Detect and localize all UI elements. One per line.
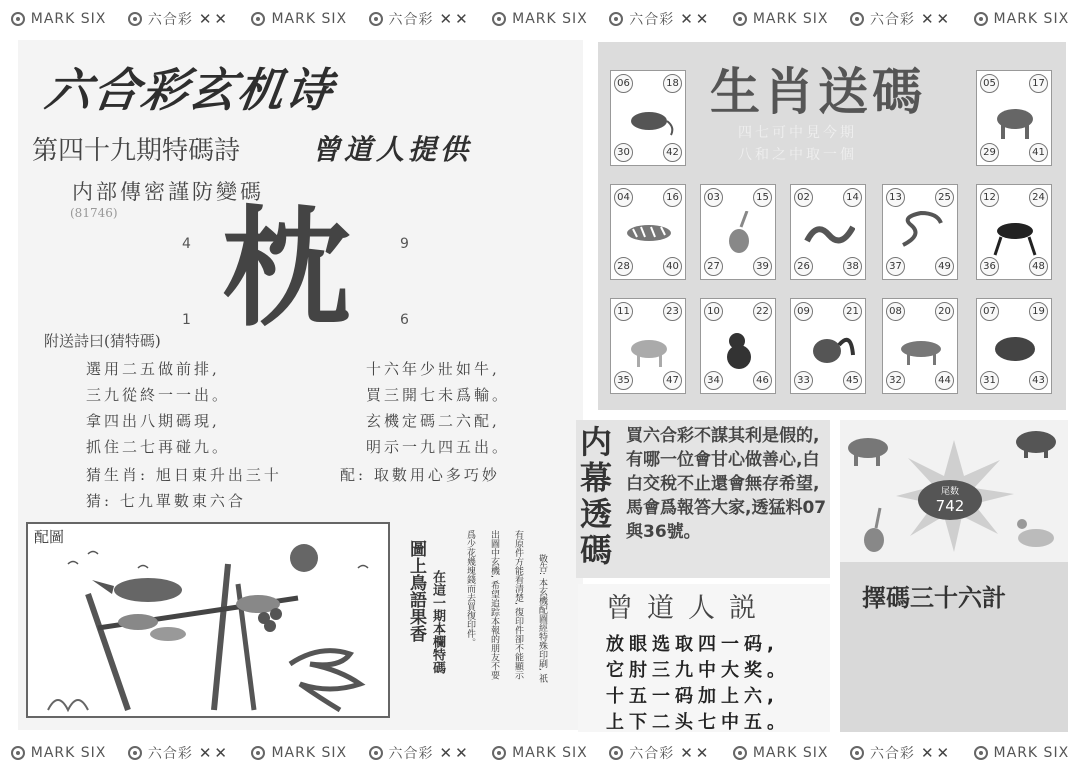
zodiac-number: 36 — [980, 257, 999, 276]
cross-ornament-icon: ✕✕ — [680, 10, 712, 28]
zodiac-number: 14 — [843, 188, 862, 207]
notice-column: 有原件方能看清楚, 復印件卻不能顯示 — [513, 530, 523, 680]
zodiac-number: 02 — [794, 188, 813, 207]
corner-number-top-left: 4 — [182, 236, 191, 252]
cross-ornament-icon: ✕✕ — [439, 744, 471, 762]
banner-unit — [11, 11, 107, 27]
saying-line: 十五一码加上六, — [606, 686, 779, 707]
zodiac-card-monkey — [700, 298, 776, 394]
zodiac-number: 46 — [753, 371, 772, 390]
inside-tip-title: 内幕透碼 — [580, 423, 613, 569]
zodiac-number: 34 — [704, 371, 723, 390]
banner-text: MARK SIX — [30, 745, 107, 761]
banner-text: MARK SIX — [271, 11, 348, 27]
zodiac-card-tiger — [610, 184, 686, 280]
banner-unit — [974, 11, 1070, 27]
banner-text: MARK SIX — [752, 11, 829, 27]
zodiac-subtitle: 八和之中取一個 — [738, 147, 857, 163]
zodiac-number: 31 — [980, 371, 999, 390]
cross-ornament-icon: ✕✕ — [198, 10, 230, 28]
zodiac-number: 13 — [886, 188, 905, 207]
zodiac-card-horse — [976, 184, 1052, 280]
zodiac-number: 23 — [663, 302, 682, 321]
cross-ornament-icon: ✕✕ — [920, 744, 953, 762]
ox-icon — [989, 97, 1041, 143]
zodiac-number: 04 — [614, 188, 633, 207]
inside-tip-text: 買六合彩不謀其利是假的,有哪一位會甘心做善心,白白交稅不止還會無存希望,馬會爲報答大家,透猛料07與36號。 — [626, 426, 827, 542]
zodiac-number: 38 — [843, 257, 862, 276]
mark-six-logo-icon — [850, 746, 864, 760]
banner-unit — [850, 743, 952, 763]
tail-number-value: 742 — [935, 497, 965, 515]
zodiac-subtitle: 四七可中見今期 — [738, 125, 857, 141]
zodiac-number: 07 — [980, 302, 999, 321]
corner-number-bottom-left: 1 — [182, 312, 191, 328]
horse-icon — [989, 211, 1041, 257]
tail-number-badge — [918, 480, 982, 520]
cross-ornament-icon: ✕✕ — [680, 744, 712, 762]
code-number: (81746) — [70, 206, 118, 220]
banner-unit — [492, 11, 588, 27]
banner-unit — [733, 745, 829, 761]
main-title: 六合彩玄机诗 — [41, 63, 338, 117]
monkey-icon — [713, 325, 765, 371]
mark-six-logo-icon — [974, 12, 988, 26]
zodiac-card-dog — [882, 298, 958, 394]
banner-unit — [850, 9, 952, 29]
mark-six-logo-icon — [492, 12, 506, 26]
zodiac-number: 44 — [935, 371, 954, 390]
zodiac-number: 33 — [794, 371, 813, 390]
banner-text: 六合彩 — [869, 12, 915, 28]
mark-six-logo-icon — [128, 12, 142, 26]
zodiac-card-goat — [610, 298, 686, 394]
poem-heading: 附送詩曰(猜特碼) — [44, 332, 161, 350]
zodiac-number: 16 — [663, 188, 682, 207]
banner-text: 六合彩 — [147, 12, 193, 28]
rat-icon — [623, 97, 675, 143]
zodiac-card-snake — [882, 184, 958, 280]
banner-text: MARK SIX — [271, 745, 348, 761]
zodiac-card-rooster — [790, 298, 866, 394]
corner-number-bottom-right: 6 — [400, 312, 409, 328]
zodiac-number: 35 — [614, 371, 633, 390]
picture-label: 配圖 — [34, 528, 65, 546]
tail-number-label: 尾数 — [940, 487, 959, 497]
picture-caption-sub: 在這一期本欄特碼 — [430, 570, 445, 674]
poem-left-line: 選用二五做前排, — [86, 360, 220, 378]
zodiac-card-ox — [976, 70, 1052, 166]
zodiac-number: 29 — [980, 143, 999, 162]
zodiac-number: 06 — [614, 74, 633, 93]
cross-ornament-icon: ✕✕ — [439, 10, 471, 28]
zodiac-card-dragon — [790, 184, 866, 280]
banner-unit — [128, 9, 230, 29]
banner-text: 六合彩 — [869, 746, 915, 762]
zodiac-number: 27 — [704, 257, 723, 276]
zodiac-card-pig — [976, 298, 1052, 394]
zodiac-number: 21 — [843, 302, 862, 321]
zodiac-title: 生肖送碼 — [710, 63, 926, 121]
zodiac-number: 25 — [935, 188, 954, 207]
banner-text: MARK SIX — [993, 11, 1070, 27]
zodiac-number: 32 — [886, 371, 905, 390]
zodiac-number: 49 — [935, 257, 954, 276]
guess-zodiac-line: 猜生肖: 旭日東升出三十 — [86, 466, 282, 484]
mark-six-logo-icon — [733, 12, 747, 26]
zodiac-number: 47 — [663, 371, 682, 390]
corner-number-top-right: 9 — [400, 236, 409, 252]
zodiac-number: 03 — [704, 188, 723, 207]
banner-text: MARK SIX — [512, 745, 588, 761]
saying-line: 上下二头七中五。 — [606, 712, 790, 733]
poem-right-line: 十六年少壯如牛, — [366, 360, 500, 378]
notice-column: 敬告: 本玄機配圖經特殊印刷, 祇 — [537, 554, 547, 683]
mark-six-logo-icon — [492, 746, 506, 760]
zodiac-number: 18 — [663, 74, 682, 93]
mark-six-logo-icon — [974, 746, 988, 760]
mark-six-logo-icon — [251, 746, 265, 760]
bottom-banner — [0, 738, 1080, 768]
banner-unit — [369, 9, 471, 29]
poem-right-line: 玄機定碼二六配, — [366, 412, 500, 430]
zodiac-number: 41 — [1029, 143, 1048, 162]
mark-six-logo-icon — [850, 12, 864, 26]
mark-six-logo-icon — [733, 746, 747, 760]
banner-text: 六合彩 — [388, 12, 434, 28]
zodiac-number: 28 — [614, 257, 633, 276]
mark-six-logo-icon — [128, 746, 142, 760]
banner-text: MARK SIX — [752, 745, 829, 761]
secret-code-heading: 内部傳密謹防變碼 — [72, 180, 264, 204]
cross-ornament-icon: ✕✕ — [198, 744, 230, 762]
saying-line: 放眼选取四一码, — [606, 634, 779, 655]
banner-unit — [974, 745, 1070, 761]
dog-icon — [895, 325, 947, 371]
mark-six-logo-icon — [11, 746, 25, 760]
zodiac-number: 39 — [753, 257, 772, 276]
zodiac-number: 10 — [704, 302, 723, 321]
banner-text: MARK SIX — [30, 11, 107, 27]
poem-right-line: 明示一九四五出。 — [366, 438, 511, 456]
banner-text: 六合彩 — [147, 746, 193, 762]
zodiac-number: 15 — [753, 188, 772, 207]
provider-label: 曾道人提供 — [312, 133, 473, 166]
zodiac-number: 30 — [614, 143, 633, 162]
banner-unit — [609, 743, 711, 763]
banner-text: 六合彩 — [388, 746, 434, 762]
guess-zodiac-right-line: 配: 取數用心多巧妙 — [340, 466, 500, 484]
notice-column: 爲少花幾塊錢而去買復印件。 — [465, 530, 475, 647]
zodiac-number: 22 — [753, 302, 772, 321]
mark-six-logo-icon — [11, 12, 25, 26]
banner-text: 六合彩 — [629, 12, 675, 28]
zodiac-number: 45 — [843, 371, 862, 390]
zodiac-number: 19 — [1029, 302, 1048, 321]
notice-column: 出圖中玄機, 希望追踪本報的朋友不要 — [489, 530, 499, 680]
zodiac-card-rabbit — [700, 184, 776, 280]
saying-line: 它肘三九中大奖。 — [606, 660, 790, 681]
banner-text: MARK SIX — [512, 11, 588, 27]
zodiac-number: 24 — [1029, 188, 1048, 207]
rabbit-icon — [713, 211, 765, 257]
zodiac-number: 43 — [1029, 371, 1048, 390]
mark-six-logo-icon — [369, 12, 383, 26]
poem-left-line: 拿四出八期碼現, — [86, 412, 220, 430]
pig-icon — [989, 325, 1041, 371]
goat-icon — [623, 325, 675, 371]
picture-caption: 圖上鳥語果香 — [406, 540, 426, 642]
hint-picture — [26, 522, 390, 718]
mark-six-logo-icon — [369, 746, 383, 760]
issue-title: 第四十九期特碼詩 — [32, 136, 241, 166]
zodiac-number: 48 — [1029, 257, 1048, 276]
zodiac-number: 26 — [794, 257, 813, 276]
banner-unit — [128, 743, 230, 763]
zodiac-number: 37 — [886, 257, 905, 276]
banner-unit — [733, 11, 829, 27]
snake-icon — [895, 211, 947, 257]
banner-unit — [251, 11, 347, 27]
zodiac-number: 08 — [886, 302, 905, 321]
zodiac-number: 05 — [980, 74, 999, 93]
banner-unit — [251, 745, 347, 761]
zodiac-number: 40 — [663, 257, 682, 276]
mark-six-logo-icon — [609, 746, 623, 760]
poem-right-line: 買三開七未爲輸。 — [366, 386, 511, 404]
dragon-icon — [803, 211, 855, 257]
saying-title: 曾道人説 — [606, 593, 770, 624]
strategy-title: 擇碼三十六計 — [862, 584, 1006, 612]
tiger-icon — [623, 211, 675, 257]
poem-left-line: 抓住二七再碰九。 — [86, 438, 231, 456]
zodiac-number: 17 — [1029, 74, 1048, 93]
mark-six-logo-icon — [251, 12, 265, 26]
banner-text: MARK SIX — [993, 745, 1070, 761]
big-character: 枕 — [222, 195, 351, 344]
poem-left-line: 三九從終一一出。 — [86, 386, 231, 404]
banner-unit — [369, 743, 471, 763]
top-banner — [0, 4, 1080, 34]
rooster-icon — [803, 325, 855, 371]
mark-six-logo-icon — [609, 12, 623, 26]
zodiac-number: 42 — [663, 143, 682, 162]
banner-text: 六合彩 — [629, 746, 675, 762]
zodiac-number: 12 — [980, 188, 999, 207]
banner-unit — [11, 745, 107, 761]
banner-unit — [492, 745, 588, 761]
bird-and-fruit-illustration — [28, 524, 388, 716]
zodiac-number: 09 — [794, 302, 813, 321]
zodiac-card-rat — [610, 70, 686, 166]
guess-code-line: 猜: 七九單數東六合 — [86, 492, 246, 510]
cross-ornament-icon: ✕✕ — [920, 10, 953, 28]
banner-unit — [609, 9, 711, 29]
zodiac-number: 11 — [614, 302, 633, 321]
zodiac-number: 20 — [935, 302, 954, 321]
